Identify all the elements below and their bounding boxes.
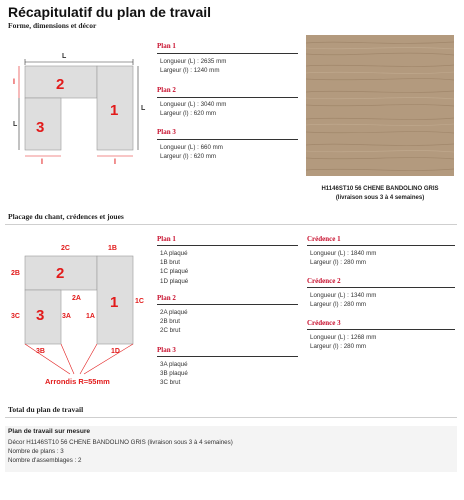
credence-1-details: Longueur (L) : 1840 mm Largeur (l) : 280 mm (310, 250, 377, 267)
credence-1-title: Crédence 1 (307, 235, 341, 243)
edge-diagram (0, 236, 150, 390)
piece-1-label: 1 (110, 102, 119, 119)
edge-2b: 2B (11, 270, 20, 277)
plan-3-details (160, 143, 223, 161)
dim-label-bottom-right: l (114, 159, 116, 166)
dim-label-top: L (62, 53, 67, 60)
plan-3-title: Plan 3 (157, 128, 176, 136)
placage-plan-3-details: 3A plaqué 3B plaqué 3C brut (160, 361, 188, 387)
section-heading-placage: Placage du chant, crédences et joues (8, 212, 124, 221)
piece-2-label: 2 (56, 76, 65, 93)
placage-plan-2-details: 2A plaqué 2B brut 2C brut (160, 309, 188, 335)
plan-2-details (160, 100, 226, 118)
total-details (8, 438, 233, 466)
edge-2a: 2A (72, 295, 81, 302)
edge-piece-1-label: 1 (110, 294, 119, 311)
placage-plan-2-title: Plan 2 (157, 294, 176, 302)
plan-3-length: Longueur (L) : 660 mm (160, 144, 223, 151)
edge-1d: 1D (111, 348, 120, 355)
plan-1-details (160, 57, 226, 75)
plan-2-length: Longueur (L) : 3040 mm (160, 101, 227, 108)
decor-sample-image (306, 35, 454, 176)
edge-piece-2-label: 2 (56, 265, 65, 282)
shape-diagram (0, 40, 150, 170)
plan-3-width: Largeur (l) : 620 mm (160, 153, 217, 161)
dim-label-left-bottom: L (13, 121, 18, 128)
rounding-label: Arrondis R=55mm (45, 377, 110, 386)
decor-delivery: (livraison sous 3 à 4 semaines) (335, 195, 425, 201)
plan-1-length: Longueur (L) : 2635 mm (160, 58, 227, 65)
total-decor: Décor H1146ST10 56 CHENE BANDOLINO GRIS (livraison sous 3 à 4 semaines) (8, 439, 233, 446)
plan-2-title: Plan 2 (157, 86, 176, 94)
credence-2-title: Crédence 2 (307, 277, 341, 285)
edge-2c: 2C (61, 245, 70, 252)
edge-3a: 3A (62, 313, 71, 320)
edge-1c: 1C (135, 298, 144, 305)
decor-caption (300, 185, 460, 203)
edge-piece-3-label: 3 (36, 307, 45, 324)
dim-label-left-top: l (13, 79, 15, 86)
plan-1-title: Plan 1 (157, 42, 176, 50)
piece-3-label: 3 (36, 119, 45, 136)
edge-1a: 1A (86, 313, 95, 320)
total-assemblies: Nombre d'assemblages : 2 (8, 457, 82, 465)
plan-2-width: Largeur (l) : 620 mm (160, 110, 217, 118)
edge-3c: 3C (11, 313, 20, 320)
placage-plan-3-title: Plan 3 (157, 346, 176, 354)
edge-3b: 3B (36, 348, 45, 355)
page-title: Récapitulatif du plan de travail (8, 4, 212, 20)
decor-name: H1146ST10 56 CHENE BANDOLINO GRIS (321, 186, 439, 192)
placage-plan-1-title: Plan 1 (157, 235, 176, 243)
total-plans: Nombre de plans : 3 (8, 448, 64, 456)
edge-1b: 1B (108, 245, 117, 252)
plan-1-width: Largeur (l) : 1240 mm (160, 67, 220, 75)
section-heading-total: Total du plan de travail (8, 405, 84, 414)
total-title: Plan de travail sur mesure (8, 428, 91, 435)
placage-plan-1-details: 1A plaqué 1B brut 1C plaqué 1D plaqué (160, 250, 189, 285)
credence-2-details: Longueur (L) : 1340 mm Largeur (l) : 280 mm (310, 292, 377, 309)
dim-label-bottom-left: l (41, 159, 43, 166)
credence-3-title: Crédence 3 (307, 319, 341, 327)
dim-label-right: L (141, 105, 146, 112)
credence-3-details: Longueur (L) : 1268 mm Largeur (l) : 280 mm (310, 334, 377, 351)
section-heading-forme: Forme, dimensions et décor (8, 21, 97, 30)
